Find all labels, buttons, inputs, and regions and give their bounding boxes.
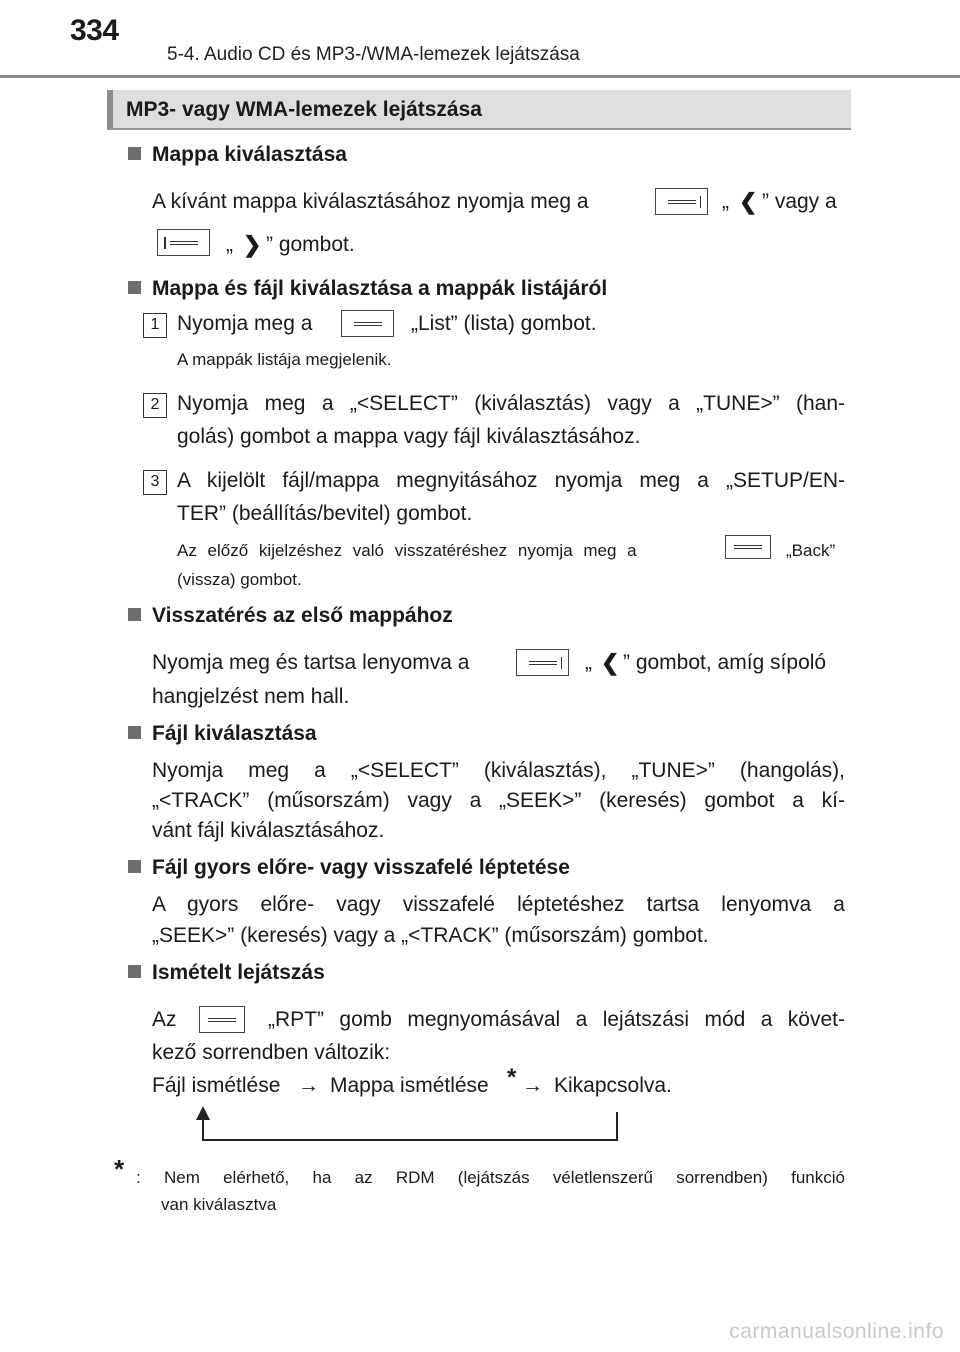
chevron-left-icon: ❮ <box>739 189 758 214</box>
loop-line <box>202 1139 618 1141</box>
folder-button-icon <box>516 649 569 676</box>
loop-line <box>616 1112 618 1140</box>
heading-fajl: Fájl kiválasztása <box>152 722 317 745</box>
mappa-text-2: ” gombot. <box>266 233 355 256</box>
ismetelt-text-a: Az <box>152 1008 177 1031</box>
gyors-line1: A gyors előre- vagy visszafelé léptetéshez tartsa lenyomva a <box>152 893 845 916</box>
ismetelt-folder-repeat: Mappa ismétlése <box>330 1074 489 1097</box>
fajl-line3: vánt fájl kiválasztásához. <box>152 819 385 842</box>
ismetelt-off: Kikapcsolva. <box>554 1074 672 1097</box>
step-number-3: 3 <box>143 470 167 495</box>
folder-button-icon <box>157 229 210 256</box>
step3-line2: TER” (beállítás/bevitel) gombot. <box>177 502 473 525</box>
gyors-line2: „SEEK>” (keresés) vagy a „<TRACK” (műsorszám) gombot. <box>152 924 709 947</box>
folder-button-icon <box>655 188 708 215</box>
footnote-marker: * <box>114 1154 125 1184</box>
square-bullet-icon <box>128 726 141 739</box>
visszateres-text-c: ” gombot, amíg sípoló <box>623 651 827 674</box>
fajl-line2: „<TRACK” (műsorszám) vagy a „SEEK>” (keresés) gombot a kí- <box>152 789 845 812</box>
loop-line <box>202 1112 204 1140</box>
square-bullet-icon <box>128 147 141 160</box>
back-button-icon <box>725 535 771 559</box>
step3-note-c: (vissza) gombot. <box>177 570 302 589</box>
step2-line1: Nyomja meg a „<SELECT” (kiválasztás) vagy a „TUNE>” (han- <box>177 392 845 415</box>
footnote-line2: van kiválasztva <box>161 1195 277 1214</box>
chapter-title: 5-4. Audio CD és MP3-/WMA-lemezek lejátszása <box>167 44 580 65</box>
heading-mappa: Mappa kiválasztása <box>152 143 347 166</box>
ismetelt-line2: kező sorrendben változik: <box>152 1041 391 1064</box>
ismetelt-text-b: „RPT” gomb megnyomásával a lejátszási mód a követ- <box>268 1008 845 1031</box>
page-number: 334 <box>70 14 119 47</box>
ismetelt-file-repeat: Fájl ismétlése <box>152 1074 281 1097</box>
quote-open: „ <box>226 233 233 256</box>
list-button-icon <box>341 310 394 337</box>
rpt-button-icon <box>199 1006 245 1033</box>
visszateres-text-a: Nyomja meg és tartsa lenyomva a <box>152 651 470 674</box>
chevron-left-icon: ❮ <box>601 650 620 675</box>
square-bullet-icon <box>128 281 141 294</box>
step1-note: A mappák listája megjelenik. <box>177 350 392 369</box>
mappa-text-1c: ” vagy a <box>762 190 837 213</box>
heading-lista: Mappa és fájl kiválasztása a mappák listájáról <box>152 277 608 300</box>
header-rule <box>0 75 960 78</box>
step1-text-a: Nyomja meg a <box>177 312 313 335</box>
arrow-right-icon: → <box>522 1074 543 1097</box>
step1-text-b: „List” (lista) gombot. <box>411 312 597 335</box>
step3-note-a: Az előző kijelzéshez való visszatéréshez nyomja meg a <box>177 541 637 560</box>
step-number-1: 1 <box>143 313 167 338</box>
asterisk-mark: * <box>507 1064 517 1091</box>
watermark: carmanualsonline.info <box>729 1320 944 1343</box>
square-bullet-icon <box>128 860 141 873</box>
step-number-2: 2 <box>143 393 167 418</box>
step3-note-b: „Back” <box>786 541 836 560</box>
heading-visszateres: Visszatérés az első mappához <box>152 604 453 627</box>
square-bullet-icon <box>128 608 141 621</box>
chevron-right-icon: ❯ <box>243 232 262 257</box>
square-bullet-icon <box>128 965 141 978</box>
heading-ismetelt: Ismételt lejátszás <box>152 961 325 984</box>
step3-line1: A kijelölt fájl/mappa megnyitásához nyomja meg a „SETUP/EN- <box>177 469 845 492</box>
section-title: MP3- vagy WMA-lemezek lejátszása <box>126 98 482 121</box>
fajl-line1: Nyomja meg a „<SELECT” (kiválasztás), „TUNE>” (hangolás), <box>152 759 845 782</box>
quote-open: „ <box>722 190 729 213</box>
heading-gyors: Fájl gyors előre- vagy visszafelé léptetése <box>152 856 570 879</box>
step2-line2: golás) gombot a mappa vagy fájl kiválasztásához. <box>177 425 641 448</box>
arrow-right-icon: → <box>298 1074 319 1097</box>
quote-open: „ <box>585 651 592 674</box>
mappa-text-1: A kívánt mappa kiválasztásához nyomja meg a <box>152 190 589 213</box>
footnote-line1: : Nem elérhető, ha az RDM (lejátszás véletlenszerű sorrendben) funkció <box>136 1168 845 1187</box>
visszateres-text-2: hangjelzést nem hall. <box>152 685 350 708</box>
